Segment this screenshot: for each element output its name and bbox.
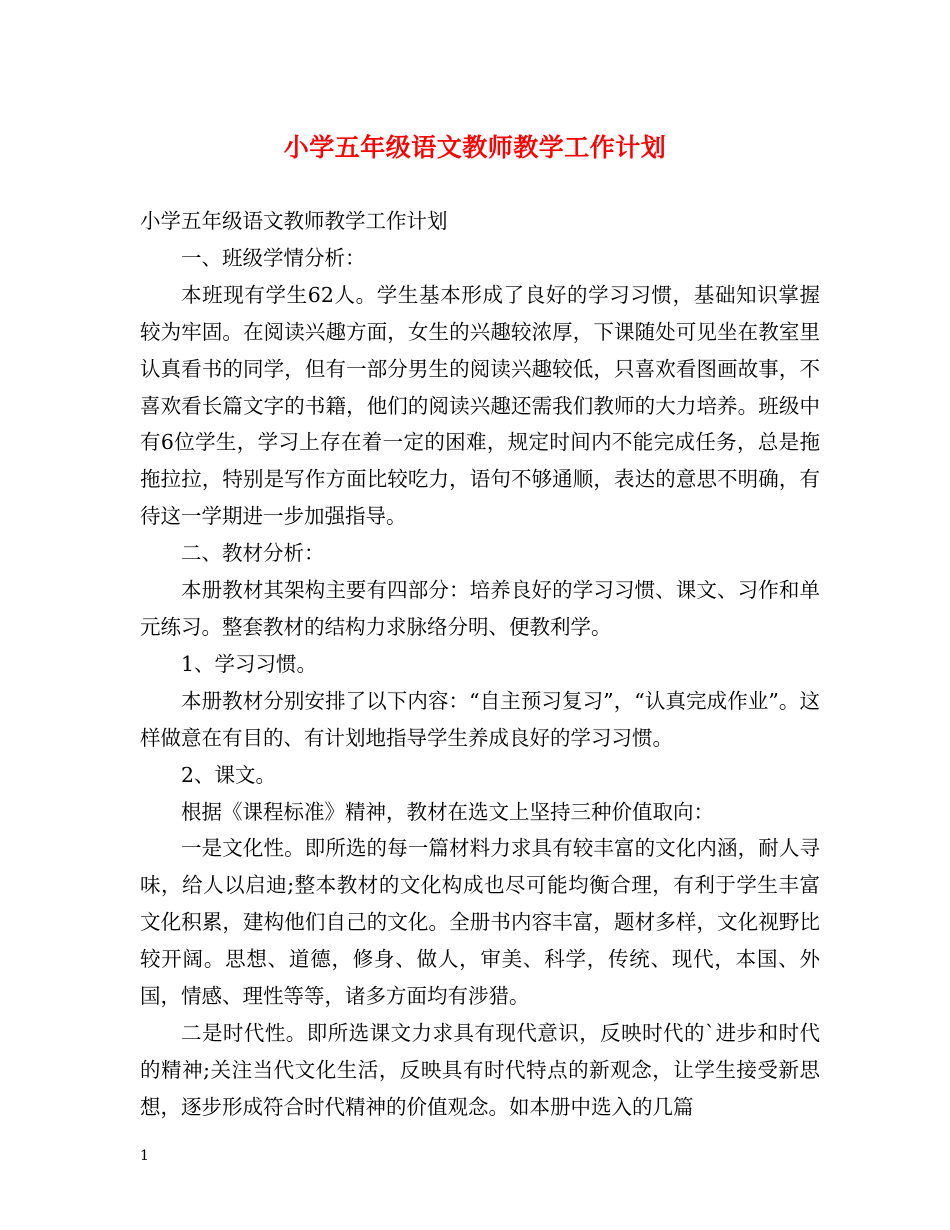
- paragraph-cultural: 一是文化性。即所选的每一篇材料力求具有较丰富的文化内涵，耐人寻味，给人以启迪;整本教材的文化构成也尽可能均衡合理，有利于学生丰富文化积累，建构他们自己的文化。全册书内容丰富，题材多样，文化视野比较开阔。思想、道德，修身、做人，审美、科学，传统、现代，本国、外国，情感、理性等等，诸多方面均有涉猎。: [140, 836, 820, 1009]
- document-body: [140, 203, 820, 1126]
- section-heading-class-analysis: 一、班级学情分析：: [181, 245, 366, 270]
- paragraph-contemporary: 二是时代性。即所选课文力求具有现代意识，反映时代的`进步和时代的精神;关注当代文化生活，反映具有时代特点的新观念，让学生接受新思想，逐步形成符合时代精神的价值观念。如本册中选入的几篇: [140, 1020, 820, 1119]
- paragraph-class-analysis: 本班现有学生62人。学生基本形成了良好的学习习惯，基础知识掌握较为牢固。在阅读兴趣方面，女生的兴趣较浓厚，下课随处可见坐在教室里认真看书的同学，但有一部分男生的阅读兴趣较低，只喜欢看图画故事，不喜欢看长篇文字的书籍，他们的阅读兴趣还需我们教师的大力培养。班级中有6位学生，学习上存在着一定的困难，规定时间内不能完成任务，总是拖拖拉拉，特别是写作方面比较吃力，语句不够通顺，表达的意思不明确，有待这一学期进一步加强指导。: [140, 282, 820, 529]
- section-heading-textbook-analysis: 二、教材分析：: [181, 541, 325, 566]
- paragraph-textbook-structure: 本册教材其架构主要有四部分：培养良好的学习习惯、课文、习作和单元练习。整套教材的结构力求脉络分明、便教利学。: [140, 578, 820, 639]
- paragraph-study-habits: 本册教材分别安排了以下内容：“自主预习复习”，“认真完成作业”。这样做意在有目的、有计划地指导学生养成良好的学习习惯。: [140, 688, 820, 750]
- subheading-lessons: 2、课文。: [181, 762, 277, 787]
- paragraph-curriculum-standards: 根据《课程标准》精神，教材在选文上坚持三种价值取向：: [181, 799, 714, 824]
- body-heading: 小学五年级语文教师教学工作计划: [140, 209, 448, 233]
- page-number: 1: [140, 1148, 149, 1164]
- document-title: 小学五年级语文教师教学工作计划: [283, 133, 667, 162]
- subheading-study-habits: 1、学习习惯。: [181, 651, 318, 676]
